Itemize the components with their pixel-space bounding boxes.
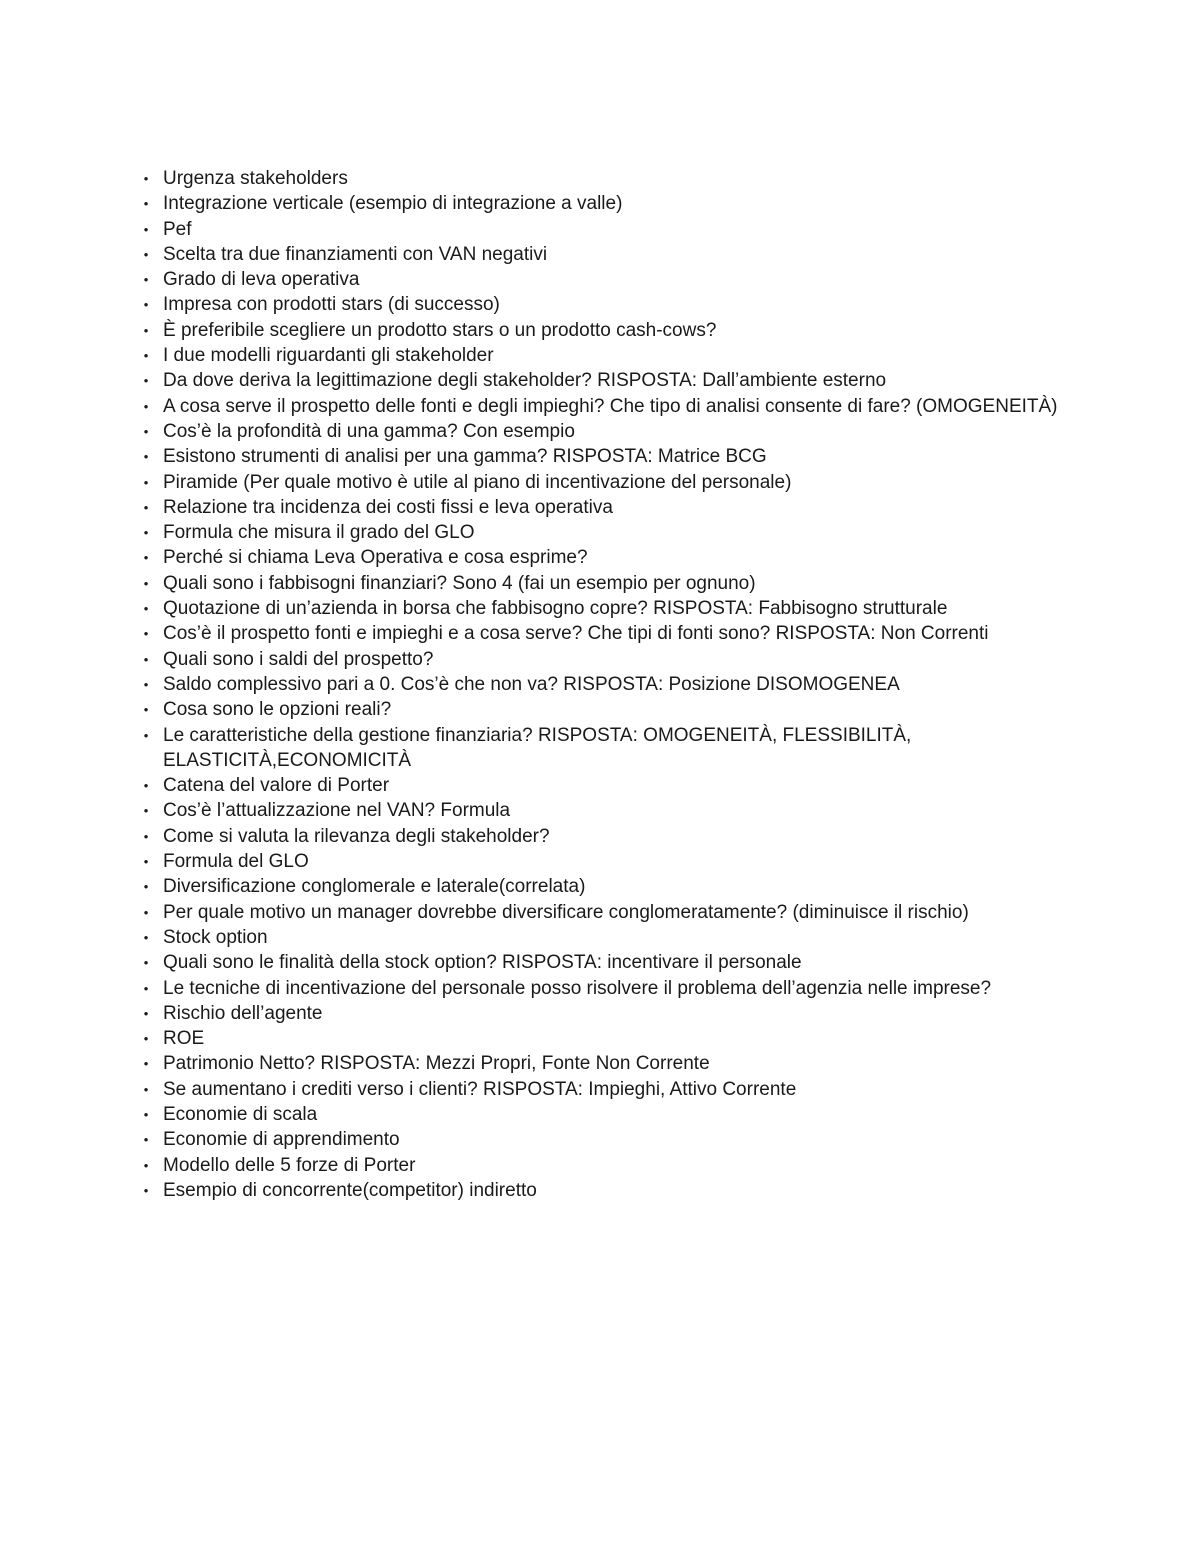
list-item [140,697,1060,722]
list-item-text: Le caratteristiche della gestione finanziaria? RISPOSTA: OMOGENEITÀ, FLESSIBILITÀ, ELASTICITÀ,ECONOMICITÀ [163,724,912,771]
list-item [140,419,1060,444]
list-item-text: Grado di leva operativa [163,269,360,291]
list-item [140,545,1060,570]
bullet-icon: • [143,854,149,870]
bullet-icon: • [143,955,149,971]
bullet-icon: • [143,1005,149,1021]
list-item [140,267,1060,292]
list-item-text: Integrazione verticale (esempio di integrazione a valle) [163,193,623,215]
list-item [140,1127,1060,1152]
list-item-text: Economie di apprendimento [163,1129,400,1151]
list-item [140,976,1060,1001]
list-item [140,1051,1060,1076]
list-item [140,1026,1060,1051]
list-item-text: Saldo complessivo pari a 0. Cos’è che non va? RISPOSTA: Posizione DISOMOGENEA [163,673,900,695]
bullet-icon: • [143,626,149,642]
list-item-text: Diversificazione conglomerale e laterale(correlata) [163,876,586,898]
bullet-icon: • [143,1106,149,1122]
list-item-text: Esistono strumenti di analisi per una gamma? RISPOSTA: Matrice BCG [163,446,767,468]
bullet-icon: • [143,727,149,743]
list-item [140,191,1060,216]
list-item [140,925,1060,950]
list-item-text: Esempio di concorrente(competitor) indiretto [163,1179,537,1201]
list-item [140,950,1060,975]
bullet-icon: • [143,778,149,794]
list-item [140,1153,1060,1178]
list-item-text: Catena del valore di Porter [163,775,390,797]
list-item [140,798,1060,823]
bullet-icon: • [143,499,149,515]
bullet-icon: • [143,246,149,262]
list-item-text: Patrimonio Netto? RISPOSTA: Mezzi Propri, Fonte Non Corrente [163,1053,710,1075]
bullet-icon: • [143,373,149,389]
list-item-text: Perché si chiama Leva Operativa e cosa esprime? [163,547,588,569]
list-item [140,773,1060,798]
list-item [140,495,1060,520]
bullet-icon: • [143,196,149,212]
list-item [140,647,1060,672]
list-item [140,217,1060,242]
bullet-icon: • [143,1132,149,1148]
list-item-text: È preferibile scegliere un prodotto stars o un prodotto cash-cows? [163,319,717,341]
bullet-icon: • [143,929,149,945]
bullet-icon: • [143,904,149,920]
list-item [140,368,1060,393]
list-item-text: Cos’è la profondità di una gamma? Con esempio [163,420,575,442]
list-item [140,1178,1060,1203]
list-item [140,596,1060,621]
list-item-text: Quali sono i fabbisogni finanziari? Sono 4 (fai un esempio per ognuno) [163,572,756,594]
list-item [140,242,1060,267]
list-item-text: Urgenza stakeholders [163,168,348,189]
bullet-icon: • [143,676,149,692]
bullet-icon: • [143,474,149,490]
bullet-icon: • [143,348,149,364]
list-item [140,520,1060,545]
list-item-text: I due modelli riguardanti gli stakeholder [163,345,494,367]
list-item [140,470,1060,495]
list-item [140,1102,1060,1127]
list-item-text: Quali sono i saldi del prospetto? [163,648,434,670]
list-item-text: Economie di scala [163,1103,318,1125]
list-item [140,900,1060,925]
bullet-icon: • [143,171,149,186]
list-item-text: Scelta tra due finanziamenti con VAN negativi [163,243,548,265]
list-item-text: Cos’è l’attualizzazione nel VAN? Formula [163,800,511,822]
bullet-icon: • [143,828,149,844]
list-item [140,723,1060,774]
bullet-icon: • [143,449,149,465]
list-item [140,824,1060,849]
list-item [140,849,1060,874]
list-item-text: Formula del GLO [163,851,309,873]
list-item-text: Da dove deriva la legittimazione degli stakeholder? RISPOSTA: Dall’ambiente esterno [163,370,887,392]
list-item [140,343,1060,368]
list-item-text: Come si valuta la rilevanza degli stakeholder? [163,825,550,847]
list-item-text: Le tecniche di incentivazione del personale posso risolvere il problema dell’agenzia nelle imprese? [163,977,992,999]
bullet-icon: • [143,601,149,617]
list-item-text: Quotazione di un’azienda in borsa che fabbisogno copre? RISPOSTA: Fabbisogno strutturale [163,598,948,620]
list-item-text: Cos’è il prospetto fonti e impieghi e a cosa serve? Che tipi di fonti sono? RISPOSTA: Non Correnti [163,623,989,645]
bullet-icon: • [143,550,149,566]
list-item [140,672,1060,697]
bullet-icon: • [143,1031,149,1047]
list-item-text: Rischio dell’agente [163,1002,323,1024]
list-item-text: A cosa serve il prospetto delle fonti e degli impieghi? Che tipo di analisi consente di fare? (OMOGENEITÀ) [163,395,1058,417]
list-item [140,394,1060,419]
list-item-text: Modello delle 5 forze di Porter [163,1154,416,1176]
list-item-text: Per quale motivo un manager dovrebbe diversificare conglomeratamente? (diminuisce il rischio) [163,901,969,923]
list-item [140,292,1060,317]
bullet-icon: • [143,221,149,237]
list-item [140,444,1060,469]
list-item-text: Cosa sono le opzioni reali? [163,699,392,721]
bullet-icon: • [143,879,149,895]
list-item [140,571,1060,596]
bullet-icon: • [143,1157,149,1173]
bullet-icon: • [143,398,149,414]
bullet-icon: • [143,1056,149,1072]
list-item [140,621,1060,646]
list-item-text: Stock option [163,926,268,948]
list-item-text: Se aumentano i crediti verso i clienti? RISPOSTA: Impieghi, Attivo Corrente [163,1078,797,1100]
list-item [140,874,1060,899]
list-item [140,318,1060,343]
list-item-text: Impresa con prodotti stars (di successo) [163,294,500,316]
bullet-icon: • [143,803,149,819]
list-item-text: Quali sono le finalità della stock option? RISPOSTA: incentivare il personale [163,952,802,974]
question-list [140,166,1060,1203]
list-item-text: Piramide (Per quale motivo è utile al piano di incentivazione del personale) [163,471,792,493]
list-item [140,1077,1060,1102]
list-item-text: Pef [163,218,192,240]
list-item-text: ROE [163,1028,205,1050]
bullet-icon: • [143,1081,149,1097]
list-item-text: Formula che misura il grado del GLO [163,522,475,544]
bullet-icon: • [143,702,149,718]
list-item [140,166,1060,191]
bullet-icon: • [143,1182,149,1198]
bullet-icon: • [143,272,149,288]
list-item [140,1001,1060,1026]
list-item-text: Relazione tra incidenza dei costi fissi e leva operativa [163,496,613,518]
bullet-icon: • [143,980,149,996]
bullet-icon: • [143,525,149,541]
bullet-icon: • [143,423,149,439]
bullet-icon: • [143,297,149,313]
bullet-icon: • [143,322,149,338]
bullet-icon: • [143,651,149,667]
bullet-icon: • [143,575,149,591]
